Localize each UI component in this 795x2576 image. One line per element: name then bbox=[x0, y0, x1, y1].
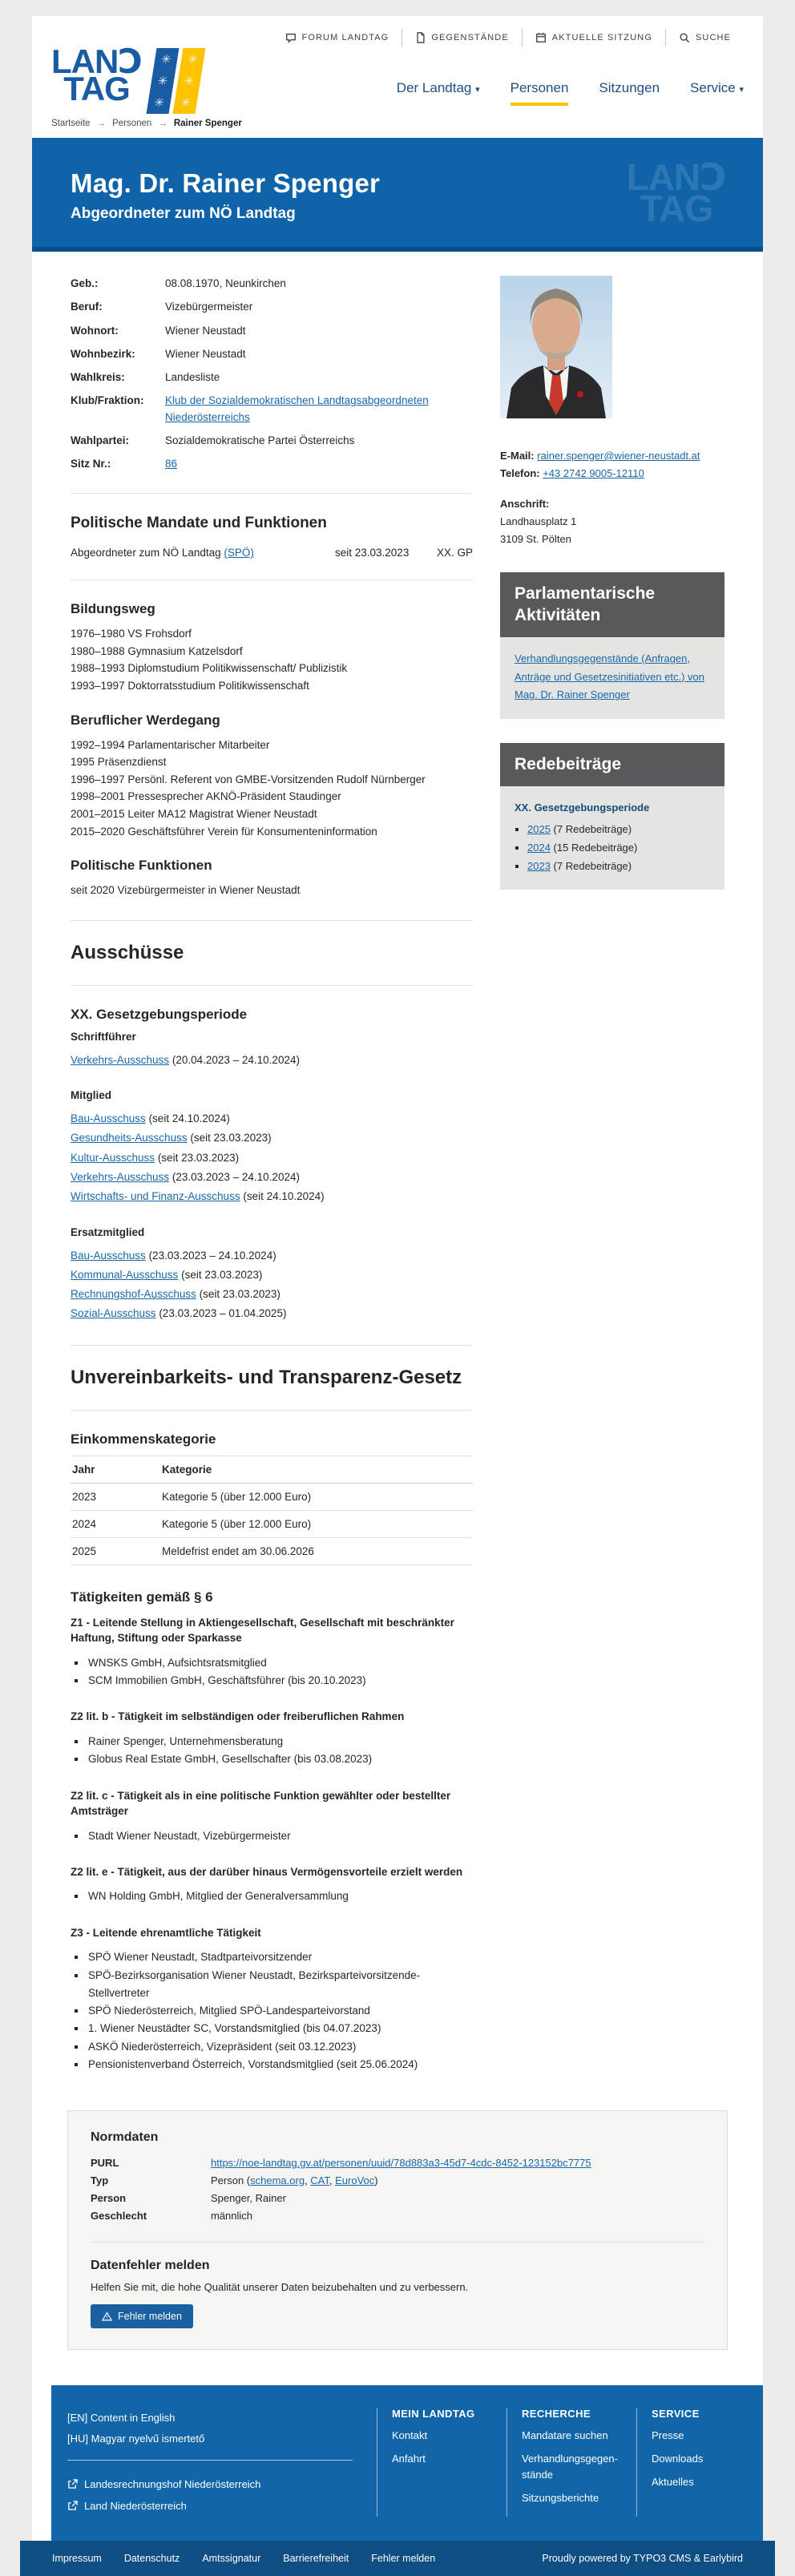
speeches-period: XX. Gesetzgebungsperiode bbox=[515, 801, 650, 814]
site-header bbox=[32, 16, 763, 138]
list-item: ▪ SPÖ Niederösterreich, Mitglied SPÖ-Landesparteivorstand bbox=[87, 2002, 473, 2020]
footer-main bbox=[51, 2385, 763, 2542]
income-table bbox=[71, 1456, 473, 1565]
landtag-logo[interactable] bbox=[51, 42, 200, 114]
datenschutz-link[interactable]: Datenschutz bbox=[123, 2553, 180, 2565]
committee-link[interactable]: Verkehrs-Ausschuss bbox=[71, 1053, 170, 1066]
activities-heading: Tätigkeiten gemäß § 6 bbox=[71, 1589, 213, 1605]
list-item: ▪ SCM Immobilien GmbH, Geschäftsführer (bis 20.10.2023) bbox=[87, 1672, 473, 1690]
verhandlungsgegenstaende-link[interactable]: Verhandlungsgegenstände (Anfragen, Anträge und Gesetzesinitiativen etc.) von Mag. Dr. Rainer Spenger bbox=[515, 652, 705, 701]
logo-text bbox=[51, 42, 143, 108]
mandates-section bbox=[71, 515, 473, 559]
committee-link[interactable]: Bau-Ausschuss bbox=[71, 1249, 146, 1262]
feedback-text: Helfen Sie mit, die hohe Qualität unserer Daten beizubehalten und zu verbessern. bbox=[91, 2280, 469, 2293]
list-item: ▪ Rainer Spenger, Unternehmensberatung bbox=[87, 1733, 473, 1750]
committee-link[interactable]: Verkehrs-Ausschuss bbox=[71, 1170, 170, 1183]
breadcrumb-personen[interactable]: Personen bbox=[112, 119, 152, 128]
forum-landtag-link[interactable] bbox=[272, 29, 402, 46]
speeches-year-link[interactable]: 2023 bbox=[527, 859, 551, 872]
committee-role: Mitglied bbox=[71, 1089, 111, 1102]
committee-row: Sozial-Ausschuss (23.03.2023 – 01.04.2025) bbox=[71, 1307, 287, 1320]
phone-link[interactable]: +43 2742 9005-12110 bbox=[543, 467, 644, 480]
utility-label: FORUM LANDTAG bbox=[301, 33, 389, 42]
activity-group-title: Z2 lit. c - Tätigkeit als in eine politische Funktion gewählter oder bestellter Amtsträger bbox=[71, 1789, 451, 1818]
nav-personen[interactable]: Personen bbox=[510, 80, 569, 106]
barrierefreiheit-link[interactable]: Barrierefreiheit bbox=[283, 2553, 349, 2565]
list-item: ▪ 1. Wiener Neustädter SC, Vorstandsmitglied (bis 04.07.2023) bbox=[87, 2020, 473, 2037]
education-item: 1980–1988 Gymnasium Katzelsdorf bbox=[71, 644, 243, 657]
portrait-photo bbox=[500, 276, 612, 418]
breadcrumb-current: Rainer Spenger bbox=[173, 119, 242, 128]
career-heading: Beruflicher Werdegang bbox=[71, 712, 220, 728]
phone-row: Telefon: +43 2742 9005-12110 bbox=[500, 467, 644, 480]
gender-row: Geschlecht männlich bbox=[91, 2210, 253, 2223]
chevron-down-icon: ▾ bbox=[739, 85, 744, 95]
footer-link-sitzungsberichte[interactable]: Sitzungsberichte bbox=[522, 2491, 599, 2504]
profile-row: Wohnbezirk: Wiener Neustadt bbox=[71, 347, 246, 360]
profile-row: Wohnort: Wiener Neustadt bbox=[71, 324, 246, 337]
list-item: ▪ SPÖ Wiener Neustadt, Stadtparteivorsitzender bbox=[87, 1948, 473, 1966]
speeches-box bbox=[500, 743, 724, 890]
lang-en-link[interactable]: [EN] Content in English bbox=[67, 2411, 176, 2424]
list-item: ▪ 2025 (7 Redebeiträge) bbox=[527, 821, 710, 839]
breadcrumb-arrow-icon: → bbox=[158, 119, 167, 128]
land-niederoesterreich-link[interactable]: Land Niederösterreich bbox=[67, 2495, 353, 2517]
landtag-watermark: LANↃ TAG bbox=[626, 156, 726, 230]
cat-link[interactable]: CAT bbox=[310, 2174, 329, 2187]
parliamentary-activities-heading: Parlamentarische Aktivitäten bbox=[500, 572, 724, 637]
site-footer bbox=[32, 2385, 763, 2576]
klub-fraktion-link[interactable]: Klub der Sozialdemokratischen Landtagsabgeordneten Niederösterreichs bbox=[165, 394, 429, 423]
utility-label: AKTUELLE SITZUNG bbox=[551, 33, 652, 42]
list-item: ▪ ASKÖ Niederösterreich, Vizepräsident (seit 03.12.2023) bbox=[87, 2038, 473, 2056]
divider bbox=[71, 920, 473, 921]
footer-column-service: SERVICE Presse Downloads Aktuelles bbox=[636, 2408, 763, 2517]
committee-link[interactable]: Bau-Ausschuss bbox=[71, 1112, 146, 1125]
activity-list bbox=[87, 1948, 473, 2073]
utility-label: GEGENSTÄNDE bbox=[431, 33, 509, 42]
education-item: 1993–1997 Doktorratsstudium Politikwissenschaft bbox=[71, 680, 309, 692]
gegenstaende-link[interactable] bbox=[402, 29, 521, 46]
footer-link-aktuelles[interactable]: Aktuelles bbox=[652, 2475, 694, 2488]
income-col-jahr: Jahr bbox=[71, 1456, 160, 1483]
footer-column-recherche: RECHERCHE Mandatare suchen Verhandlungsgegen-stände Sitzungsberichte bbox=[506, 2408, 636, 2517]
committee-link[interactable]: Gesundheits-Ausschuss bbox=[71, 1132, 188, 1145]
profile-row: Klub/Fraktion: Klub der Sozialdemokratischen Landtagsabgeordneten Niederösterreichs bbox=[71, 394, 429, 423]
suche-link[interactable] bbox=[665, 29, 744, 46]
activity-list bbox=[87, 1888, 473, 1905]
income-heading: Einkommenskategorie bbox=[71, 1431, 216, 1447]
address-block: Anschrift: Landhausplatz 1 3109 St. Pölten bbox=[500, 498, 577, 546]
hero-banner bbox=[32, 138, 763, 252]
list-item: ▪ Pensionistenverband Österreich, Vorstandsmitglied (seit 25.06.2024) bbox=[87, 2056, 473, 2073]
logo-flag-stripes bbox=[151, 48, 200, 114]
committees-section bbox=[71, 942, 473, 1324]
committee-row: Bau-Ausschuss (seit 24.10.2024) bbox=[71, 1112, 230, 1125]
transparency-heading: Unvereinbarkeits- und Transparenz-Gesetz bbox=[71, 1366, 462, 1388]
career-item: 1995 Präsenzdienst bbox=[71, 756, 167, 769]
speeches-year-link[interactable]: 2025 bbox=[527, 823, 551, 836]
committee-link[interactable]: Kommunal-Ausschuss bbox=[71, 1268, 179, 1281]
committee-row: Verkehrs-Ausschuss (23.03.2023 – 24.10.2024) bbox=[71, 1170, 300, 1183]
committee-role: Ersatzmitglied bbox=[71, 1225, 145, 1238]
mandate-since: seit 23.03.2023 bbox=[335, 547, 410, 559]
breadcrumb-arrow-icon: → bbox=[96, 119, 107, 128]
document-icon bbox=[415, 32, 426, 43]
profile-row: Sitz Nr.: 86 bbox=[71, 458, 178, 470]
activity-group-title: Z2 lit. b - Tätigkeit im selbständigen oder freiberuflichen Rahmen bbox=[71, 1710, 405, 1723]
career-section bbox=[71, 713, 473, 841]
main-column bbox=[71, 276, 473, 2077]
list-item: ▪ WN Holding GmbH, Mitglied der Generalversammlung bbox=[87, 1888, 473, 1905]
committee-row: Verkehrs-Ausschuss (20.04.2023 – 24.10.2024) bbox=[71, 1053, 300, 1066]
eurovoc-link[interactable]: EuroVoc bbox=[335, 2174, 375, 2187]
table-row: 2025 Meldefrist endet am 30.06.2026 bbox=[71, 1537, 473, 1565]
footer-link-mandatare-suchen[interactable]: Mandatare suchen bbox=[522, 2429, 608, 2441]
speeches-heading: Redebeiträge bbox=[500, 743, 724, 786]
chevron-down-icon: ▾ bbox=[475, 85, 480, 95]
activity-group-title: Z3 - Leitende ehrenamtliche Tätigkeit bbox=[71, 1926, 261, 1939]
typ-row: Typ Person (schema.org, CAT, EuroVoc) bbox=[91, 2174, 378, 2187]
profile-row: Wahlpartei: Sozialdemokratische Partei Österreichs bbox=[71, 434, 355, 446]
lang-hu-link[interactable]: [HU] Magyar nyelvű ismertető bbox=[67, 2433, 205, 2445]
warning-icon bbox=[102, 2312, 112, 2321]
logo-line1: LANↃ bbox=[51, 42, 143, 80]
divider bbox=[71, 579, 473, 580]
email-link[interactable]: rainer.spenger@wiener-neustadt.at bbox=[537, 450, 700, 462]
person-row: Person Spenger, Rainer bbox=[91, 2192, 286, 2205]
page-subtitle: Abgeordneter zum NÖ Landtag bbox=[71, 205, 296, 222]
divider bbox=[71, 493, 473, 494]
education-heading: Bildungsweg bbox=[71, 601, 155, 617]
utility-label: SUCHE bbox=[695, 33, 731, 42]
landesrechnungshof-link[interactable]: Landesrechnungshof Niederösterreich bbox=[67, 2473, 353, 2495]
profile-row: Geb.: 08.08.1970, Neunkirchen bbox=[71, 277, 286, 289]
speeches-year-link[interactable]: 2024 bbox=[527, 841, 551, 854]
committee-link[interactable]: Wirtschafts- und Finanz-Ausschuss bbox=[71, 1190, 240, 1203]
speeches-list bbox=[527, 821, 710, 875]
feedback-heading: Datenfehler melden bbox=[91, 2258, 210, 2272]
aktuelle-sitzung-link[interactable] bbox=[522, 29, 665, 46]
committee-row: Kommunal-Ausschuss (seit 23.03.2023) bbox=[71, 1268, 263, 1281]
normdaten-heading: Normdaten bbox=[91, 2130, 159, 2145]
career-item: 1992–1994 Parlamentarischer Mitarbeiter bbox=[71, 738, 270, 751]
committee-row: Wirtschafts- und Finanz-Ausschuss (seit 24.10.2024) bbox=[71, 1190, 325, 1203]
footer-column-mein-landtag: MEIN LANDTAG Kontakt Anfahrt bbox=[377, 2408, 506, 2517]
income-col-kategorie: Kategorie bbox=[160, 1456, 473, 1483]
transparency-section bbox=[71, 1367, 473, 2073]
calendar-icon bbox=[535, 32, 547, 43]
political-function-item: seit 2020 Vizebürgermeister in Wiener Neustadt bbox=[71, 884, 301, 897]
purl-row: PURL https://noe-landtag.gv.at/personen/uuid/78d883a3-45d7-4cdc-8452-123152bc7775 bbox=[91, 2154, 704, 2172]
education-section bbox=[71, 601, 473, 694]
sidebar bbox=[500, 276, 724, 2077]
nav-sitzungen[interactable]: Sitzungen bbox=[599, 80, 660, 95]
breadcrumb bbox=[51, 114, 744, 138]
footer-link-downloads[interactable]: Downloads bbox=[652, 2452, 704, 2465]
committee-link[interactable]: Rechnungshof-Ausschuss bbox=[71, 1288, 196, 1301]
search-icon bbox=[679, 32, 690, 43]
committee-row: Kultur-Ausschuss (seit 23.03.2023) bbox=[71, 1151, 240, 1164]
impressum-link[interactable]: Impressum bbox=[52, 2553, 102, 2565]
committee-row: Rechnungshof-Ausschuss (seit 23.03.2023) bbox=[71, 1288, 280, 1301]
nav-der-landtag[interactable]: Der Landtag ▾ bbox=[396, 80, 480, 95]
list-item: ▪ Globus Real Estate GmbH, Gesellschafter (bis 03.08.2023) bbox=[87, 1750, 473, 1768]
committees-heading: Ausschüsse bbox=[71, 941, 184, 963]
fehler-melden-button[interactable]: Fehler melden bbox=[91, 2304, 193, 2328]
footer-link-anfahrt[interactable]: Anfahrt bbox=[392, 2452, 426, 2465]
fehler-melden-link[interactable]: Fehler melden bbox=[371, 2553, 436, 2565]
divider bbox=[67, 2460, 353, 2461]
spoe-club-link[interactable]: (SPÖ) bbox=[224, 547, 254, 559]
schema-org-link[interactable]: schema.org bbox=[250, 2174, 305, 2187]
flag-stripe-yellow: ✳ ✳ ✳ bbox=[173, 48, 206, 114]
political-functions-heading: Politische Funktionen bbox=[71, 858, 212, 874]
main-nav bbox=[397, 80, 744, 114]
mandate-row: Abgeordneter zum NÖ Landtag (SPÖ) seit 23.03.2023 XX. GP bbox=[71, 547, 473, 559]
committee-link[interactable]: Kultur-Ausschuss bbox=[71, 1151, 155, 1164]
activity-list bbox=[87, 1733, 473, 1769]
income-header-row bbox=[71, 1456, 473, 1483]
career-item: 1998–2001 Pressesprecher AKNÖ-Präsident Staudinger bbox=[71, 790, 341, 803]
divider bbox=[91, 2242, 704, 2243]
external-link-icon bbox=[67, 2501, 78, 2511]
profile-row: Wahlkreis: Landesliste bbox=[71, 371, 220, 383]
page-container bbox=[32, 16, 763, 2576]
external-link-icon bbox=[67, 2479, 78, 2489]
normdaten-card bbox=[67, 2110, 728, 2349]
email-row: E-Mail: rainer.spenger@wiener-neustadt.at bbox=[500, 450, 700, 462]
sitz-nr-link[interactable]: 86 bbox=[165, 458, 178, 470]
profile-row: Beruf: Vizebürgermeister bbox=[71, 301, 253, 313]
committee-role: Schriftführer bbox=[71, 1030, 136, 1043]
political-functions-section bbox=[71, 858, 473, 899]
parliamentary-activities-box bbox=[500, 572, 724, 719]
committee-link[interactable]: Sozial-Ausschuss bbox=[71, 1307, 156, 1320]
divider bbox=[71, 1345, 473, 1346]
committee-row: Bau-Ausschuss (23.03.2023 – 24.10.2024) bbox=[71, 1249, 276, 1262]
speech-bubble-icon bbox=[285, 32, 297, 43]
list-item: ▪ SPÖ-Bezirksorganisation Wiener Neustadt, Bezirksparteivorsitzende-Stellvertreter bbox=[87, 1967, 473, 2003]
career-item: 1996–1997 Persönl. Referent von GMBE-Vorsitzenden Rudolf Nürnberger bbox=[71, 773, 426, 785]
footer-link-kontakt[interactable]: Kontakt bbox=[392, 2429, 428, 2441]
committee-row: Gesundheits-Ausschuss (seit 23.03.2023) bbox=[71, 1132, 272, 1145]
list-item: ▪ 2023 (7 Redebeiträge) bbox=[527, 858, 710, 876]
footer-link-presse[interactable]: Presse bbox=[652, 2429, 684, 2441]
divider bbox=[71, 1410, 473, 1411]
education-item: 1988–1993 Diplomstudium Politikwissenschaft/ Publizistik bbox=[71, 662, 348, 675]
profile-details bbox=[71, 276, 473, 472]
mandate-gp: XX. GP bbox=[436, 547, 473, 559]
mandates-heading: Politische Mandate und Funktionen bbox=[71, 515, 327, 532]
education-item: 1976–1980 VS Frohsdorf bbox=[71, 628, 192, 640]
activity-group-title: Z1 - Leitende Stellung in Aktiengesellschaft, Gesellschaft mit beschränkter Haftung, Stiftung oder Sparkasse bbox=[71, 1616, 454, 1645]
purl-link[interactable]: https://noe-landtag.gv.at/personen/uuid/78d883a3-45d7-4cdc-8452-123152bc7775 bbox=[211, 2157, 591, 2170]
table-row: 2023 Kategorie 5 (über 12.000 Euro) bbox=[71, 1483, 473, 1510]
career-item: 2001–2015 Leiter MA12 Magistrat Wiener Neustadt bbox=[71, 808, 317, 820]
logo-line2: TAG bbox=[63, 70, 130, 108]
footer-link-verhandlungsgegenstaende[interactable]: Verhandlungsgegen-stände bbox=[522, 2452, 618, 2481]
breadcrumb-startseite[interactable]: Startseite bbox=[51, 119, 91, 128]
footer-legal-bar bbox=[20, 2541, 775, 2576]
committees-period: XX. Gesetzgebungsperiode bbox=[71, 1006, 248, 1022]
utility-bar bbox=[51, 29, 744, 46]
footer-lang-column bbox=[51, 2408, 377, 2517]
list-item: ▪ WNSKS GmbH, Aufsichtsratsmitglied bbox=[87, 1654, 473, 1672]
list-item: ▪ 2024 (15 Redebeiträge) bbox=[527, 839, 710, 858]
nav-service[interactable]: Service ▾ bbox=[690, 80, 744, 95]
list-item: ▪ Stadt Wiener Neustadt, Vizebürgermeister bbox=[87, 1827, 473, 1845]
powered-by-text: Proudly powered by TYPO3 CMS & Earlybird bbox=[542, 2553, 743, 2565]
activity-list bbox=[87, 1827, 473, 1845]
activity-group-title: Z2 lit. e - Tätigkeit, aus der darüber hinaus Vermögensvorteile erzielt werden bbox=[71, 1865, 463, 1878]
amtssignatur-link[interactable]: Amtssignatur bbox=[202, 2553, 261, 2565]
activity-list bbox=[87, 1654, 473, 1690]
flag-stripe-blue: ✳ ✳ ✳ bbox=[147, 48, 180, 114]
career-item: 2015–2020 Geschäftsführer Verein für Konsumenteninformation bbox=[71, 825, 377, 838]
contact-block bbox=[500, 447, 724, 548]
table-row: 2024 Kategorie 5 (über 12.000 Euro) bbox=[71, 1510, 473, 1537]
divider bbox=[71, 985, 473, 986]
page-title: Mag. Dr. Rainer Spenger bbox=[71, 168, 381, 198]
